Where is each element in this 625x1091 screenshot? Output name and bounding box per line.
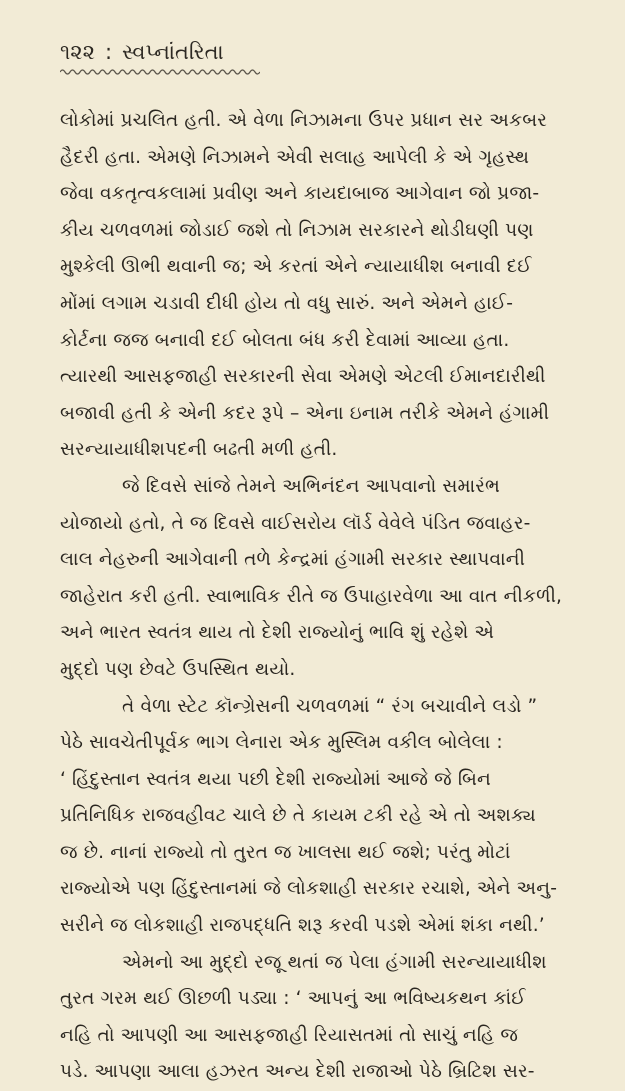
paragraph — [60, 469, 581, 689]
paragraph — [60, 103, 581, 469]
text-line: એમનો આ મુદ્દો રજૂ થતાં જ પેલા હંગામી સરન્યાયાધીશ — [122, 951, 547, 973]
running-title: સ્વપ્નાંતરિતા — [122, 40, 224, 64]
text-line: નહિ તો આપણી આ આસફજાહી રિયાસતમાં તો સાચું નહિ જ — [60, 1024, 519, 1046]
decorative-wavy-rule — [60, 67, 260, 77]
text-line: હૈદરી હતા. એમણે નિઝામને એવી સલાહ આપેલી કે એ ગૃહસ્થ — [60, 146, 530, 168]
text-line: મુદ્દો પણ છેવટે ઉપસ્થિત થયો. — [60, 658, 296, 680]
text-line: જે દિવસે સાંજે તેમને અભિનંદન આપવાનો સમારંભ — [122, 475, 500, 497]
text-line: પ્રતિનિધિક રાજવહીવટ ચાલે છે તે કાયમ ટકી રહે એ તો અશક્ય — [60, 805, 536, 827]
text-line: લોકોમાં પ્રચલિત હતી. એ વેળા નિઝામના ઉપર પ્રધાન સર અકબર — [60, 110, 547, 131]
text-line: અને ભારત સ્વતંત્ર થાય તો દેશી રાજ્યોનું ભાવિ શું રહેશે એ — [60, 622, 495, 644]
text-line: લાલ નેહરુની આગેવાની તળે કેન્દ્રમાં હંગામી સરકાર સ્થાપવાની — [60, 549, 526, 571]
text-line: કોર્ટના જજ બનાવી દઈ બોલતા બંધ કરી દેવામાં આવ્યા હતા. — [60, 329, 510, 351]
text-line: તે વેળા સ્ટેટ કૉન્ગ્રેસની ચળવળમાં “ રંગ બચાવીને લડો ” — [122, 695, 538, 717]
header-separator: : — [104, 40, 113, 64]
page-header — [60, 40, 581, 65]
text-line: પેઠે સાવચેતીપૂર્વક ભાગ લેનારા એક મુસ્લિમ વકીલ બોલેલા : — [60, 732, 503, 754]
text-line: મુશ્કેલી ઊભી થવાની જ; એ કરતાં એને ન્યાયાધીશ બનાવી દઈ — [60, 256, 532, 278]
text-line: મોંમાં લગામ ચડાવી દીધી હોય તો વધુ સારું. અને એમને હાઈ- — [60, 292, 514, 314]
text-line: બજાવી હતી કે એની કદર રૂપે – એના ઇનામ તરીકે એમને હંગામી — [60, 402, 550, 424]
text-line: જાહેરાત કરી હતી. સ્વાભાવિક રીતે જ ઉપાહારવેળા આ વાત નીકળી, — [60, 585, 563, 607]
text-line: જ છે. નાનાં રાજ્યો તો તુરત જ ખાલસા થઈ જશે; પરંતુ મોટાં — [60, 841, 511, 863]
text-line: જેવા વકતૃત્વકલામાં પ્રવીણ અને કાયદાબાજ આગેવાન જો પ્રજા- — [60, 183, 540, 205]
text-line: ત્યારથી આસફજાહી સરકારની સેવા એમણે એટલી ઈમાનદારીથી — [60, 366, 546, 388]
text-line: પડે. આપણા આલા હઝરત અન્ય દેશી રાજાઓ પેઠે બ્રિટિશ સર- — [60, 1061, 535, 1083]
text-line: સરીને જ લોકશાહી રાજપદ્ધતિ શરૂ કરવી પડશે એમાં શંકા નથી.’ — [60, 915, 545, 937]
text-line: યોજાયો હતો, તે જ દિવસે વાઈસરોય લૉર્ડ વેવેલે પંડિત જવાહર- — [60, 512, 531, 534]
text-line: તુરત ગરમ થઈ ઊછળી પડ્યા : ‘ આપનું આ ભવિષ્યકથન કાંઈ — [60, 988, 526, 1010]
page-number: ૧૨૨ — [60, 40, 95, 64]
text-line: રાજ્યોએ પણ હિંદુસ્તાનમાં જે લોકશાહી સરકાર રચાશે, એને અનુ- — [60, 878, 558, 900]
text-line: સરન્યાયાધીશપદની બઢતી મળી હતી. — [60, 439, 338, 461]
paragraph — [60, 945, 581, 1091]
body-text — [60, 103, 581, 1091]
text-line: કીય ચળવળમાં જોડાઈ જશે તો નિઝામ સરકારને થોડીઘણી પણ — [60, 219, 534, 241]
text-line: ‘ હિંદુસ્તાન સ્વતંત્ર થયા પછી દેશી રાજ્યોમાં આજે જે બિન — [60, 768, 492, 790]
paragraph — [60, 689, 581, 945]
